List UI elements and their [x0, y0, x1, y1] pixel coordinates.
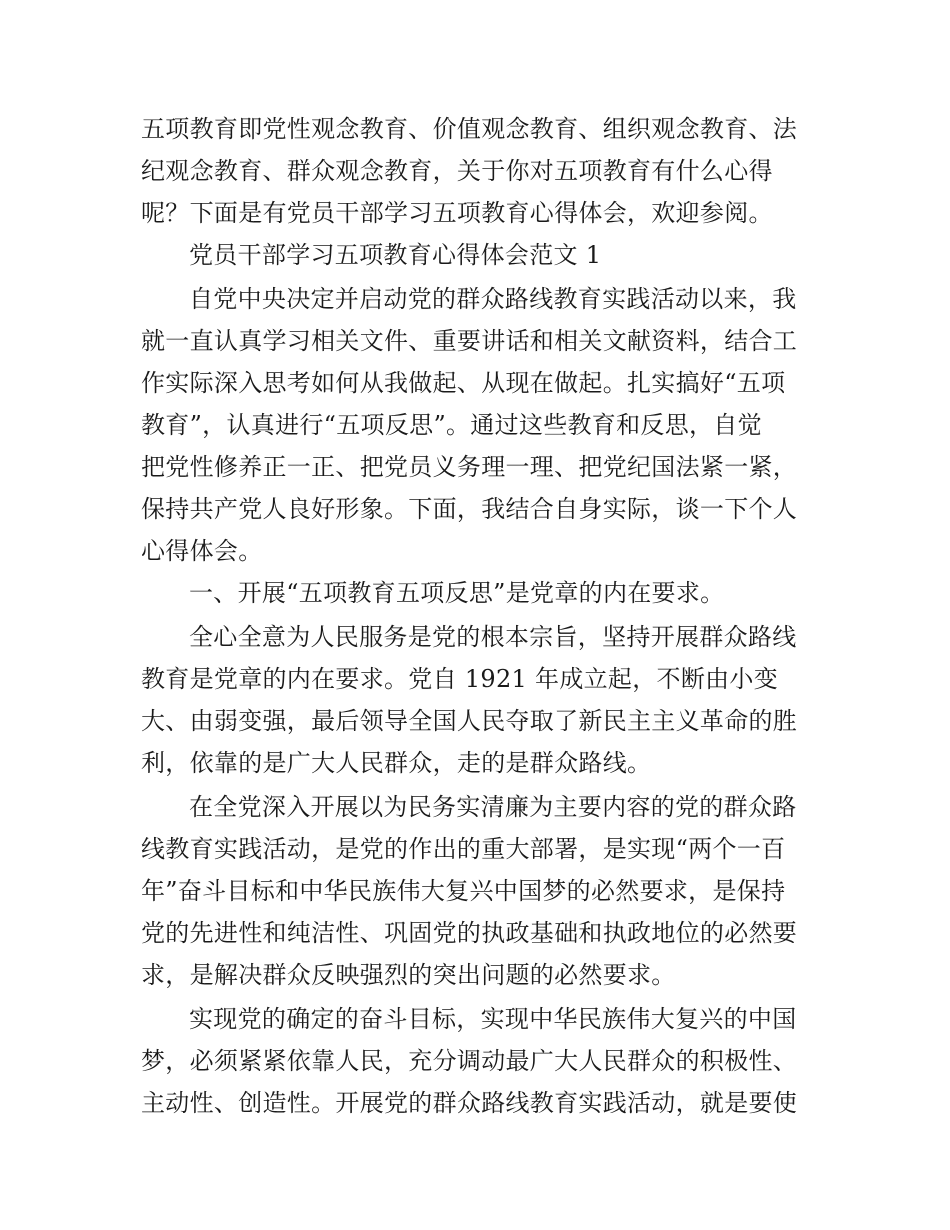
text-line: 教育”，认真进行“五项反思”。通过这些教育和反思，自觉: [141, 411, 762, 439]
text-line: 线教育实践活动，是党的作出的重大部署，是实现“两个一百: [141, 835, 786, 863]
text-line: 年”奋斗目标和中华民族伟大复兴中国梦的必然要求，是保持: [141, 877, 786, 905]
text-line: 教育是党章的内在要求。党自 1921 年成立起，不断由小变: [141, 665, 779, 693]
text-line: 梦，必须紧紧依靠人民，充分调动最广大人民群众的积极性、: [141, 1047, 798, 1075]
text-line: 把党性修养正一正、把党员义务理一理、把党纪国法紧一紧，: [141, 453, 798, 481]
text-line: 纪观念教育、群众观念教育，关于你对五项教育有什么心得: [141, 157, 773, 185]
text-line: 全心全意为人民服务是党的根本宗旨，坚持开展群众路线: [189, 623, 797, 651]
text-line: 主动性、创造性。开展党的群众路线教育实践活动，就是要使: [141, 1089, 798, 1117]
text-line: 自党中央决定并启动党的群众路线教育实践活动以来，我: [189, 285, 797, 313]
text-line: 呢？下面是有党员干部学习五项教育心得体会，欢迎参阅。: [141, 199, 773, 227]
text-line: 在全党深入开展以为民务实清廉为主要内容的党的群众路: [189, 793, 797, 821]
text-line: 利，依靠的是广大人民群众，走的是群众路线。: [141, 749, 652, 777]
text-line: 实现党的确定的奋斗目标，实现中华民族伟大复兴的中国: [189, 1005, 797, 1033]
text-line: 保持共产党人良好形象。下面，我结合自身实际，谈一下个人: [141, 495, 798, 523]
section-title: 党员干部学习五项教育心得体会范文 1: [189, 241, 602, 269]
text-line: 求，是解决群众反映强烈的突出问题的必然要求。: [141, 961, 676, 989]
text-line: 大、由弱变强，最后领导全国人民夺取了新民主主义革命的胜: [141, 707, 798, 735]
text-line: 心得体会。: [141, 537, 263, 565]
text-line: 五项教育即党性观念教育、价值观念教育、组织观念教育、法: [141, 115, 798, 143]
section-heading: 一、开展“五项教育五项反思”是党章的内在要求。: [189, 579, 725, 607]
text-line: 作实际深入思考如何从我做起、从现在做起。扎实搞好“五项: [141, 369, 786, 397]
text-line: 就一直认真学习相关文件、重要讲话和相关文献资料，结合工: [141, 327, 798, 355]
text-line: 党的先进性和纯洁性、巩固党的执政基础和执政地位的必然要: [141, 919, 798, 947]
